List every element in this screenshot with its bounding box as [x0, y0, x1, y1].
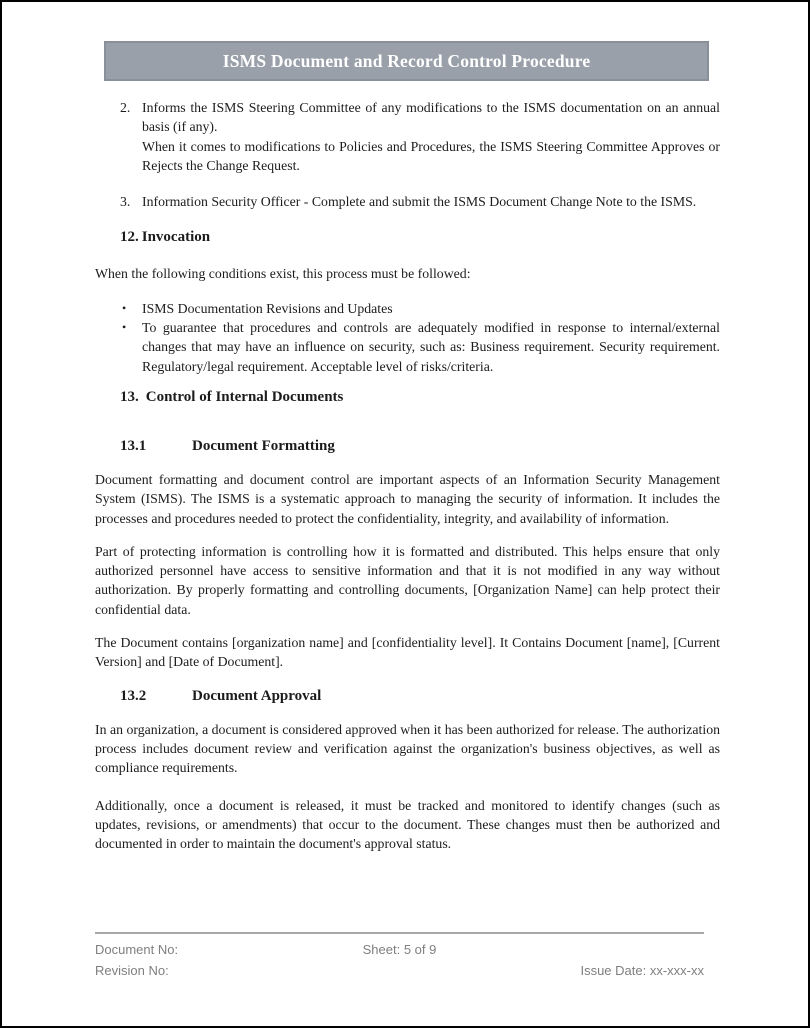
list-item: [95, 299, 720, 318]
heading-document-formatting-number: 13.1: [120, 437, 147, 454]
bullet-text-1: ISMS Documentation Revisions and Updates: [142, 300, 393, 316]
numbered-item-3: [95, 192, 720, 211]
paragraph-approval-2: Additionally, once a document is released, it must be tracked and monitored to identify changes (such as updates, revisions, or amendments) that occur to the document. These changes must then be authorized and documented in order to maintain the document's approval status.: [95, 797, 720, 852]
heading-document-approval: [120, 686, 720, 706]
footer-row-2: [95, 960, 704, 981]
document-body: [95, 83, 720, 853]
numbered-item-2-paragraph-1: Informs the ISMS Steering Committee of any modifications to the ISMS documentation on an annual basis (if any).: [142, 100, 720, 135]
heading-document-approval-title: Document Approval: [192, 687, 322, 704]
heading-control-internal-documents: [120, 387, 720, 407]
heading-control-internal-documents-number: 13.: [120, 388, 139, 405]
footer-issue-date: Issue Date: xx-xxx-xx: [580, 963, 704, 978]
numbered-item-2-number: 2.: [120, 100, 131, 115]
invocation-intro: When the following conditions exist, this process must be followed:: [95, 266, 471, 282]
heading-invocation: [120, 227, 720, 247]
heading-document-formatting-title: Document Formatting: [192, 437, 335, 454]
document-title: ISMS Document and Record Control Procedure: [222, 50, 591, 71]
paragraph-formatting-3: The Document contains [organization name] and [confidentiality level]. It Contains Document [name], [Current Version] and [Date of Document].: [95, 635, 720, 670]
numbered-item-3-number: 3.: [120, 194, 131, 210]
heading-document-approval-number: 13.2: [120, 687, 147, 704]
document-title-banner: [104, 41, 709, 81]
bullet-text-2: To guarantee that procedures and controls are adequately modified in response to internal/external changes that may have an influence on security, such as: Business requirement. Security requirement. Regulatory/legal requirement. Acceptable level of risks/criteria.: [142, 320, 720, 374]
page-footer: [95, 932, 704, 981]
heading-invocation-title: Invocation: [141, 229, 211, 246]
heading-control-internal-documents-title: Control of Internal Documents: [145, 388, 344, 405]
bullet-icon: •: [122, 320, 127, 335]
list-item: [95, 318, 720, 376]
footer-revision-no: Revision No:: [95, 963, 169, 978]
bullet-icon: •: [122, 300, 127, 315]
heading-document-formatting: [120, 436, 720, 456]
footer-document-no: Document No:: [95, 942, 179, 957]
numbered-item-2: [95, 98, 720, 175]
footer-row-1: [95, 939, 704, 960]
paragraph-formatting-1: Document formatting and document control are important aspects of an Information Security Management System (ISMS). The ISMS is a systematic approach to managing the security of information. It includes the processes and procedures needed to protect the confidentiality, integrity, and availability of information.: [95, 471, 720, 526]
paragraph-approval-1: In an organization, a document is considered approved when it has been authorized for release. The authorization process includes document review and verification against the organization's business objectives, as well as compliance requirements.: [95, 721, 720, 776]
footer-sheet: Sheet: 5 of 9: [362, 942, 437, 957]
paragraph-formatting-2: Part of protecting information is controlling how it is formatted and distributed. This helps ensure that only authorized personnel have access to sensitive information and that it is not modified in any way without authorization. By properly formatting and controlling documents, [Organization Name] can help protect their confidential data.: [95, 543, 720, 617]
heading-invocation-number: 12.: [120, 229, 139, 246]
numbered-item-2-paragraph-2: When it comes to modifications to Policies and Procedures, the ISMS Steering Committee Approves or Rejects the Change Request.: [142, 138, 720, 173]
numbered-item-3-paragraph-1: Information Security Officer - Complete and submit the ISMS Document Change Note to the ISMS.: [142, 194, 697, 210]
invocation-bullet-list: [95, 299, 720, 376]
